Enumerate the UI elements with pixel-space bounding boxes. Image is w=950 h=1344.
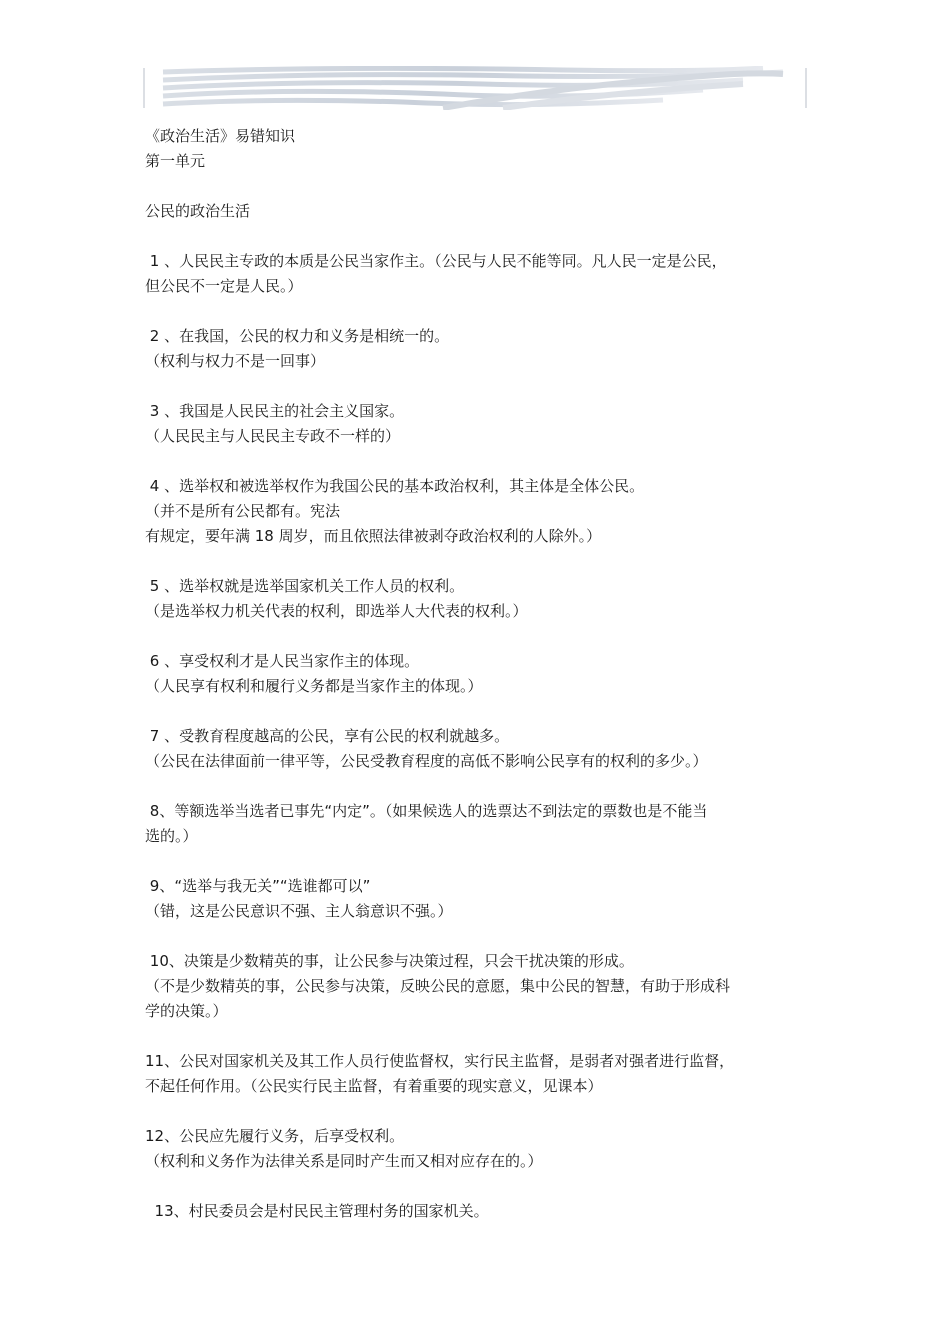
list-item [145,949,813,1024]
item-text-line: 10、决策是少数精英的事，让公民参与决策过程，只会干扰决策的形成。 [145,952,634,970]
item-text-line: 但公民不一定是人民。） [145,277,303,295]
item-text-line: 不起任何作用。（公民实行民主监督，有着重要的现实意义，见课本） [145,1077,603,1095]
list-item [145,324,813,374]
item-text-line: （公民在法律面前一律平等，公民受教育程度的高低不影响公民享有的权利的多少。） [145,752,708,770]
item-text-line: 5 、选举权就是选举国家机关工作人员的权利。 [145,577,465,595]
list-item [145,649,813,699]
list-item [145,474,813,549]
list-item [145,1049,813,1099]
item-text-line: 8、等额选举当选者已事先“内定”。（如果候选人的选票达不到法定的票数也是不能当 [145,802,708,820]
item-text-line: 7 、受教育程度越高的公民，享有公民的权利就越多。 [145,727,510,745]
list-item [145,399,813,449]
item-text-line: 13、村民委员会是村民民主管理村务的国家机关。 [145,1202,489,1220]
header-banner [143,66,807,110]
document-title: 《政治生活》易错知识 [145,127,296,145]
item-text-line: 有规定，要年满 18 周岁，而且依照法律被剥夺政治权利的人除外。） [145,527,602,545]
item-text-line: 9、“选举与我无关”“选谁都可以” [145,877,371,895]
list-item [145,724,813,774]
item-text-line: 选的。） [145,827,198,845]
item-text-line: 11、公民对国家机关及其工作人员行使监督权，实行民主监督，是弱者对强者进行监督， [145,1052,735,1070]
item-text-line: （并不是所有公民都有。宪法 [145,502,341,520]
list-item [145,249,813,299]
section-heading: 公民的政治生活 [145,202,251,220]
item-text-line: （人民民主与人民民主专政不一样的） [145,427,401,445]
item-text-line: （权利和义务作为法律关系是同时产生而又相对应存在的。） [145,1152,543,1170]
item-text-line: （人民享有权利和履行义务都是当家作主的体现。） [145,677,483,695]
item-text-line: 1 、人民民主专政的本质是公民当家作主。（公民与人民不能等同。凡人民一定是公民， [145,252,727,270]
item-text-line: （是选举权力机关代表的权利，即选举人大代表的权利。） [145,602,528,620]
list-item [145,1199,813,1224]
item-text-line: 2 、在我国，公民的权力和义务是相统一的。 [145,327,450,345]
unit-heading: 第一单元 [145,152,206,170]
item-list [145,249,813,1224]
list-item [145,799,813,849]
item-text-line: （不是少数精英的事，公民参与决策，反映公民的意愿，集中公民的智慧，有助于形成科 [145,977,731,995]
item-text-line: 4 、选举权和被选举权作为我国公民的基本政治权利，其主体是全体公民。 [145,477,645,495]
item-text-line: 12、公民应先履行义务，后享受权利。 [145,1127,405,1145]
item-text-line: 6 、享受权利才是人民当家作主的体现。 [145,652,420,670]
item-text-line: （错，这是公民意识不强、主人翁意识不强。） [145,902,453,920]
list-item [145,574,813,624]
list-item [145,1124,813,1174]
item-text-line: （权利与权力不是一回事） [145,352,326,370]
item-text-line: 3 、我国是人民民主的社会主义国家。 [145,402,405,420]
item-text-line: 学的决策。） [145,1002,228,1020]
list-item [145,874,813,924]
document-body [145,124,813,1249]
decorative-banner-graphic [143,66,807,110]
